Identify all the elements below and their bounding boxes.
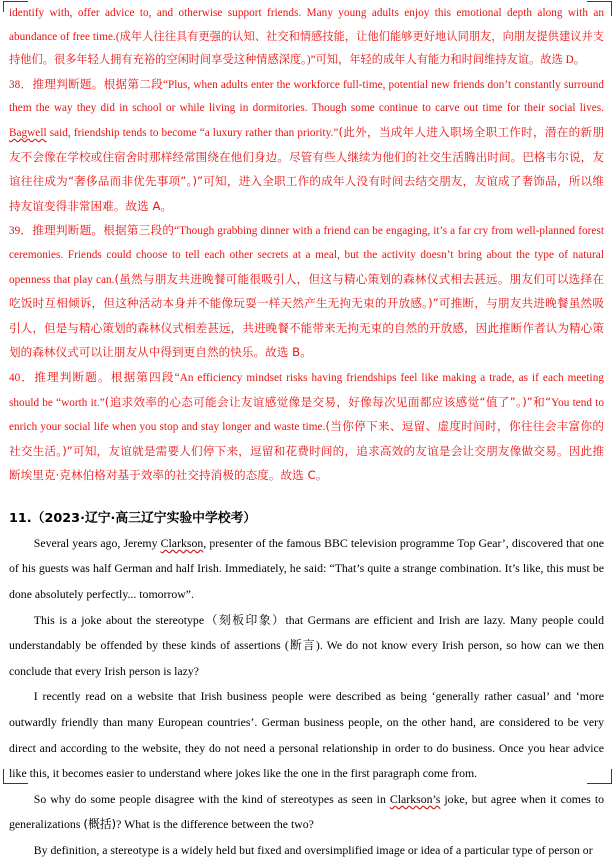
explanation-38-quote-open: “: [162, 78, 168, 91]
explanation-40-english-quote-2: You tend to enrich your social life when you stop and stay longer and waste time.: [9, 396, 604, 434]
explanation-carryover: [9, 2, 604, 73]
explanation-item-39: [9, 219, 604, 366]
explanation-38-conclusion: ”可知，进入全职工作的成年人没有时间去结交朋友，友谊成了奢饰品，所以维持友谊变得非常困难。故选 A。: [9, 174, 604, 213]
explanation-item-38: [9, 73, 604, 220]
explanation-40-chinese-gloss-2: (当你停下来、逗留、虚度时间时，你往往会丰富你的社交生活。): [9, 419, 604, 458]
misspelled-word-bagwell: Bagwell: [9, 126, 47, 139]
explanation-40-type-label: ．推理判断题。根据第四段: [20, 369, 175, 384]
explanation-38-english-quote: Plus, when adults enter the workforce full-time, potential new friends don’t constantly surround them the way they did in school or while living in dormitories. Though some continue to carve out time for their social lives. Bagwell said, friendship tends to become “a luxury rather than priority.”: [9, 78, 604, 139]
explanation-38-chinese-gloss: (此外，当成年人进入职场全职工作时，潜在的新朋友不会像在学校或住宿舍时那样经常围绕在他们身边。尽管有些人继续为他们的社交生活腾出时间。巴格韦尔说，友谊往往成为“奢侈品而非优先事项”。): [9, 124, 604, 189]
explanation-carryover-text: identify with, offer advice to, and otherwise support friends. Many young adults enjoy this emotional depth along with an abundance of free time.(成年人往往具有更强的认知、社交和情感技能，让他们能够更好地认同朋友，向朋友提供建议并支持他们。很多年轻人拥有充裕的空闲时间享受这种情感深度。)”可知，年轻的成年人有能力和时间维持友谊。故选 D。: [9, 7, 604, 67]
passage-paragraph-1: Several years ago, Jeremy Clarkson, presenter of the famous BBC television programme Top Gear’, discovered that one of his guests was half German and half Irish. Immediately, he said: “That’s quite a strange combination. It’s like, this must be done absolutely perfectly... tomorrow”.: [9, 535, 604, 602]
explanation-40-chinese-gloss-1: (追求效率的心态可能会让友谊感觉像是交易，好像每次见面都应该感觉“值了”。): [104, 394, 527, 409]
misspelled-word-clarkson: Clarkson: [160, 535, 204, 550]
passage-gloss-gaikuo: (概括): [83, 817, 117, 832]
explanation-40-quote-open: “: [174, 371, 180, 384]
explanation-40-english-quote-1: An efficiency mindset risks having friendships feel like making a trade, as if each meeting should be “worth it.”: [9, 371, 604, 409]
explanation-39-conclusion: ”可推断，与朋友共进晚餐虽然吸引人，但是与精心策划的森林仪式相差甚远，共进晚餐不能带来无拘无束的自然的开放感，因此推断作者认为精心策划的森林仪式可以让朋友从中得到更自然的快乐。故选 B。: [9, 296, 604, 360]
passage-paragraph-2: This is a joke about the stereotype（刻板印象）that Germans are efficient and Irish are lazy. Many people could understandably be offended by these kinds of assertions (断言). We do not know every Irish person, so how can we then conclude that every Irish person is lazy?: [9, 612, 604, 678]
explanation-item-40: [9, 366, 604, 489]
explanation-40-conclusion: ”可知，友谊就是需要人们停下来，逗留和花费时间的，追求高效的友谊是会让交朋友像做交易。因此推断埃里克·克林伯格对基于效率的社交持消极的态度。故选 C。: [9, 443, 604, 483]
passage-question-heading: [9, 506, 604, 531]
misspelled-word-clarksons: Clarkson’s: [389, 791, 441, 806]
explanation-40-joiner: ”和“: [526, 394, 552, 409]
explanation-39-type-label: ．推理判断题。根据第三段的: [20, 223, 175, 238]
explanation-40-number: 40: [9, 371, 21, 384]
passage-paragraph-5: By definition, a stereotype is a widely held but fixed and oversimplified image or idea of a particular type of person or: [33, 843, 593, 857]
passage-paragraph-4: So why do some people disagree with the kind of stereotypes as seen in Clarkson’s joke, but agree when it comes to generalizations (概括)? What is the difference between the two?: [9, 791, 604, 832]
explanation-38-type-label: ．推理判断题。根据第二段: [20, 76, 163, 91]
passage-question-heading-text: 11.（2023·辽宁·高三辽宁实验中学校考）: [9, 510, 257, 526]
passage-paragraph-3: I recently read on a website that Irish business people were described as being ‘generally rather casual’ and ‘more outwardly friendly than many European countries’. German business people, on the other hand, are considered to be very direct and according to the website, they do not need a personal relationship in order to do business. Once you hear advice like this, it becomes easier to understand where jokes like the one in the first paragraph come from.: [9, 689, 604, 781]
explanation-39-english-quote: Though grabbing dinner with a friend can be engaging, it’s a far cry from well-planned forest ceremonies. Friends could choose to tell each other secrets at a meal, but the activity doesn’t bring about the type of natural openness that play can.: [9, 225, 604, 286]
explanation-39-quote-open: “: [174, 225, 180, 238]
explanation-39-number: 39: [9, 225, 21, 238]
explanation-39-chinese-gloss: (虽然与朋友共进晚餐可能很吸引人，但这与精心策划的森林仪式相去甚远。朋友们可以选择在吃饭时互相倾诉，但这种活动本身并不能像玩耍一样天然产生无拘无束的开放感。): [9, 271, 604, 311]
explanation-38-number: 38: [9, 78, 21, 91]
